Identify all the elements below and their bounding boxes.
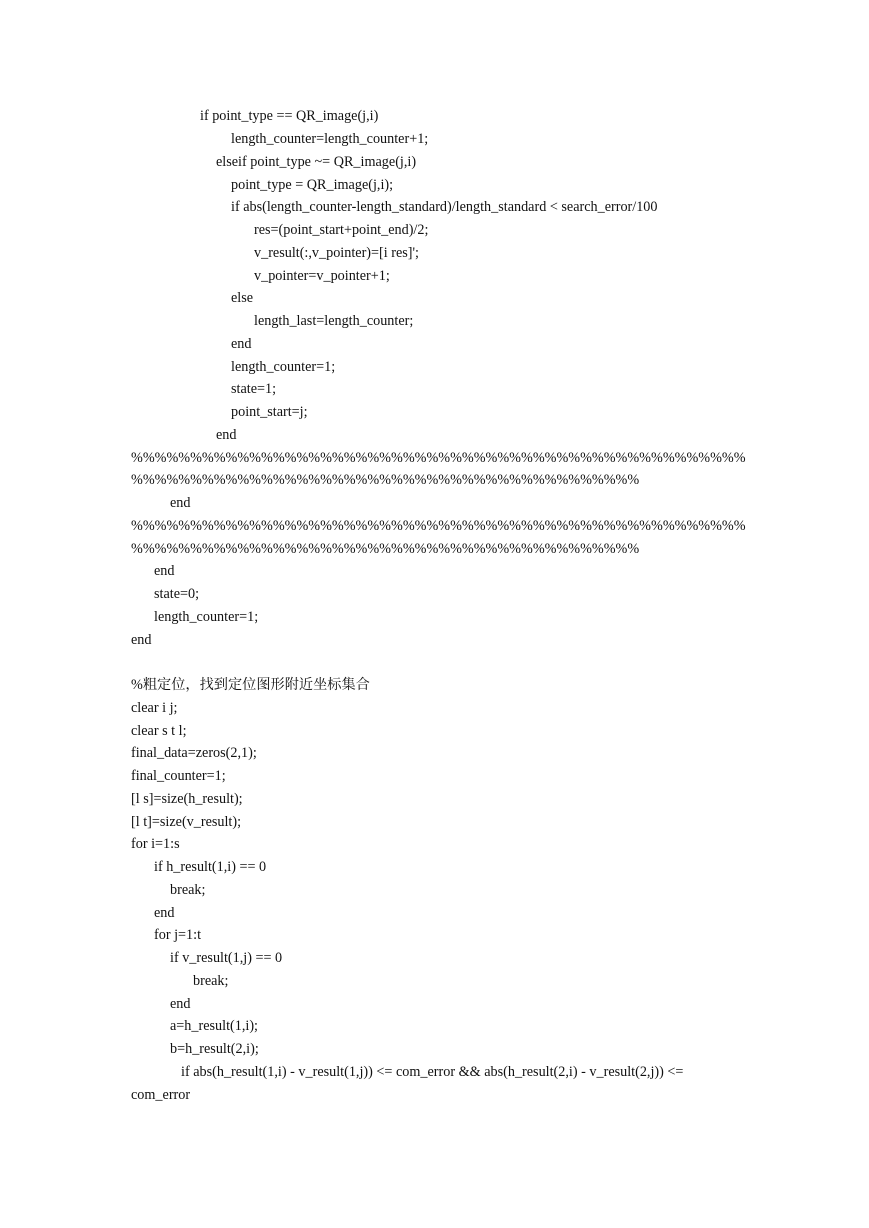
code-line: length_counter=1;: [231, 359, 336, 375]
comment-separator: %%%%%%%%%%%%%%%%%%%%%%%%%%%%%%%%%%%%%%%%%%%%%%%%%%%%: [131, 518, 746, 534]
code-line: com_error: [131, 1087, 191, 1103]
code-line: if h_result(1,i) == 0: [154, 859, 267, 875]
code-line: res=(point_start+point_end)/2;: [254, 222, 429, 238]
comment-separator: %%%%%%%%%%%%%%%%%%%%%%%%%%%%%%%%%%%%%%%%%%%: [131, 472, 640, 488]
code-line: b=h_result(2,i);: [170, 1041, 259, 1057]
code-line: else: [231, 290, 254, 306]
code-line: [l t]=size(v_result);: [131, 814, 242, 830]
code-line: elseif point_type ~= QR_image(j,i): [216, 154, 417, 170]
code-line: if v_result(1,j) == 0: [170, 950, 283, 966]
code-line: point_start=j;: [231, 404, 308, 420]
code-line: break;: [193, 973, 229, 989]
code-line: end: [154, 563, 175, 579]
comment-separator: %%%%%%%%%%%%%%%%%%%%%%%%%%%%%%%%%%%%%%%%%%%: [131, 541, 640, 557]
code-line: final_data=zeros(2,1);: [131, 745, 257, 761]
code-line: end: [216, 427, 237, 443]
comment-separator: %%%%%%%%%%%%%%%%%%%%%%%%%%%%%%%%%%%%%%%%%%%%%%%%%%%%: [131, 450, 746, 466]
code-line: v_result(:,v_pointer)=[i res]';: [254, 245, 419, 261]
code-line: end: [170, 996, 191, 1012]
code-line: point_type = QR_image(j,i);: [231, 177, 394, 193]
code-line: v_pointer=v_pointer+1;: [254, 268, 390, 284]
code-line: clear s t l;: [131, 723, 187, 739]
code-line: length_last=length_counter;: [254, 313, 414, 329]
code-line: length_counter=length_counter+1;: [231, 131, 429, 147]
code-line: end: [154, 905, 175, 921]
code-line: for i=1:s: [131, 836, 180, 852]
code-line: final_counter=1;: [131, 768, 226, 784]
code-line: break;: [170, 882, 206, 898]
code-line: if point_type == QR_image(j,i): [200, 108, 379, 124]
code-line: if abs(length_counter-length_standard)/length_standard < search_error/100: [231, 199, 658, 215]
code-line: state=1;: [231, 381, 277, 397]
code-line: state=0;: [154, 586, 200, 602]
code-line: [l s]=size(h_result);: [131, 791, 243, 807]
code-line: end: [131, 632, 152, 648]
code-line: if abs(h_result(1,i) - v_result(1,j)) <= com_error && abs(h_result(2,i) - v_result(2,j)) <=: [181, 1064, 684, 1080]
comment-line: %粗定位，找到定位图形附近坐标集合: [131, 677, 370, 693]
code-line: clear i j;: [131, 700, 178, 716]
code-line: end: [231, 336, 252, 352]
code-line: a=h_result(1,i);: [170, 1018, 258, 1034]
code-line: end: [170, 495, 191, 511]
code-line: for j=1:t: [154, 927, 202, 943]
code-line: length_counter=1;: [154, 609, 259, 625]
